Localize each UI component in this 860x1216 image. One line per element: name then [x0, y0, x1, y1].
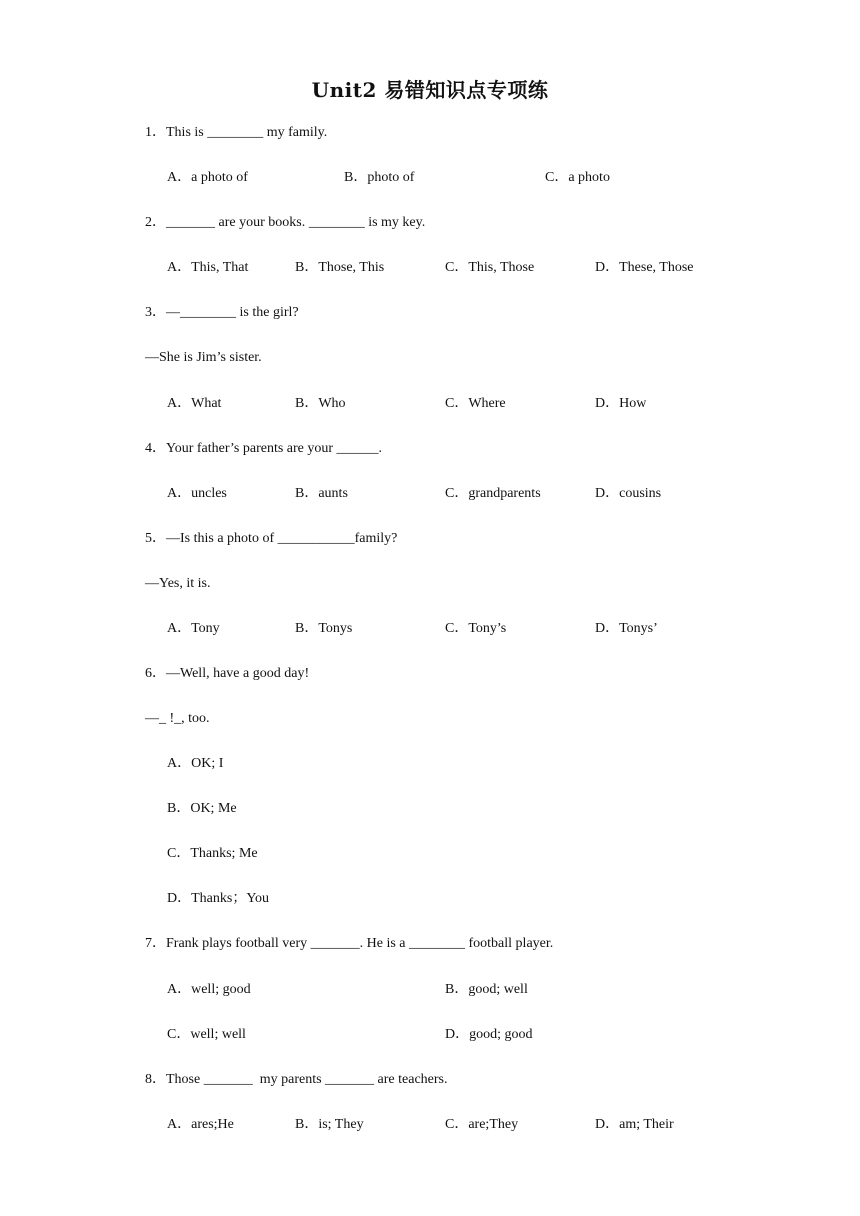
question-reply: —She is Jim’s sister. [145, 350, 262, 365]
option-a[interactable]: A．Tony [167, 621, 220, 636]
question-stem: 3．—________ is the girl? [145, 305, 299, 320]
option-c[interactable]: C．Thanks; Me [167, 846, 258, 861]
option-b[interactable]: B．photo of [344, 170, 415, 185]
option-b[interactable]: B．good; well [445, 982, 528, 997]
option-b[interactable]: B．OK; Me [167, 801, 237, 816]
page-title: Unit2 易错知识点专项练 [311, 78, 549, 102]
option-c[interactable]: C．Where [445, 396, 506, 411]
option-b[interactable]: B．Tonys [295, 621, 353, 636]
question-stem: 5．—Is this a photo of ___________family? [145, 531, 398, 546]
option-d[interactable]: D．cousins [595, 486, 662, 501]
option-a[interactable]: A．well; good [167, 982, 251, 997]
question-stem: 1．This is ________ my family. [145, 125, 328, 140]
option-a[interactable]: A．ares;He [167, 1117, 234, 1132]
option-c[interactable]: C．well; well [167, 1027, 246, 1042]
option-c[interactable]: C．are;They [445, 1117, 519, 1132]
option-c[interactable]: C．This, Those [445, 260, 535, 275]
option-a[interactable]: A．OK; I [167, 756, 224, 771]
option-a[interactable]: A．a photo of [167, 170, 248, 185]
option-a[interactable]: A．This, That [167, 260, 249, 275]
question-reply: —_ !_, too. [145, 711, 210, 726]
question-stem: 4．Your father’s parents are your ______. [145, 441, 383, 456]
question-stem: 2．_______ are your books. ________ is my key. [145, 215, 426, 230]
option-a[interactable]: A．uncles [167, 486, 227, 501]
option-c[interactable]: C．Tony’s [445, 621, 507, 636]
question-stem: 6．—Well, have a good day! [145, 666, 310, 681]
question-stem: 8．Those _______ my parents _______ are teachers. [145, 1072, 448, 1087]
option-b[interactable]: B．is; They [295, 1117, 364, 1132]
question-reply: —Yes, it is. [145, 576, 211, 591]
option-d[interactable]: D．Tonys’ [595, 621, 658, 636]
option-c[interactable]: C．a photo [545, 170, 610, 185]
option-c[interactable]: C．grandparents [445, 486, 541, 501]
option-b[interactable]: B．Those, This [295, 260, 385, 275]
option-d[interactable]: D．good; good [445, 1027, 533, 1042]
option-b[interactable]: B．aunts [295, 486, 348, 501]
option-b[interactable]: B．Who [295, 396, 346, 411]
option-d[interactable]: D．How [595, 396, 647, 411]
option-d[interactable]: D．am; Their [595, 1117, 674, 1132]
option-d[interactable]: D．These, Those [595, 260, 694, 275]
question-stem: 7．Frank plays football very _______. He is a ________ football player. [145, 936, 554, 951]
option-a[interactable]: A．What [167, 396, 222, 411]
option-d[interactable]: D．Thanks；You [167, 891, 270, 906]
